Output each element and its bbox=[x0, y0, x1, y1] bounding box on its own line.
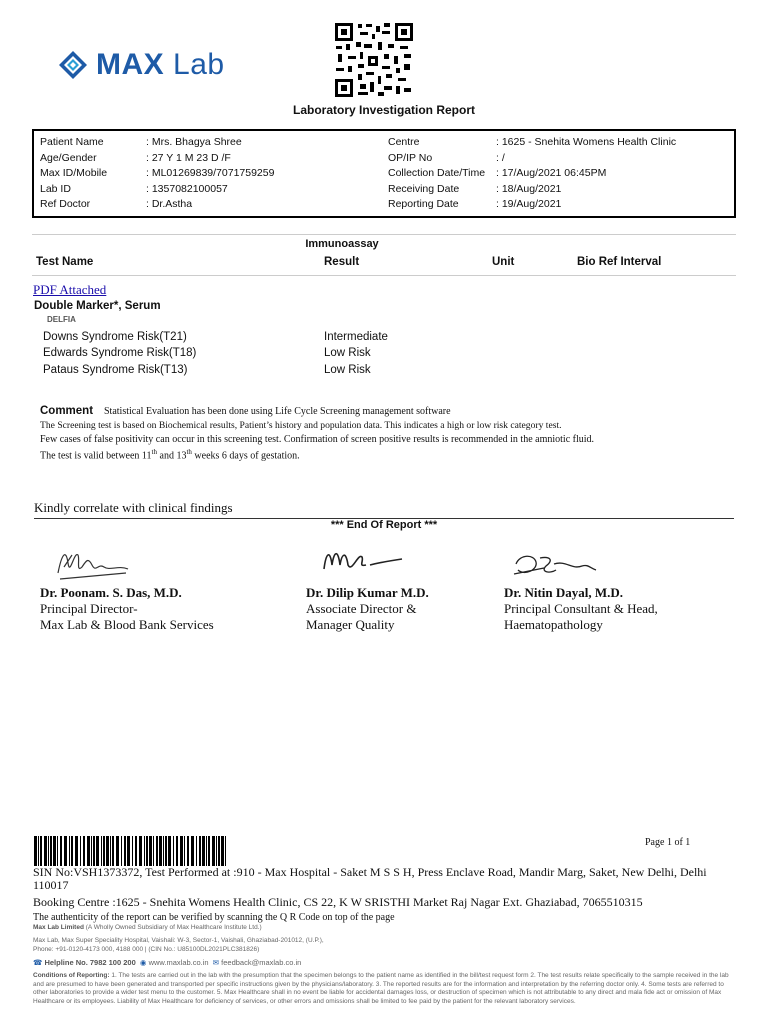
footer-conditions: Conditions of Reporting: 1. The tests are carried out in the lab with the presumption that the specimen belongs to the patient name as identified in the bill/test request form 2. The test results relate specifically to the sample received in the lab and are presumed to have been generated and transported per specific instructions given by the physicians/laboratory. 3. The reported results are for the information and interpretation by the referring doctor only. 4. Some tests are referred to other laboratories to provide a wider test menu to the customer. 5. Max Healthcare shall in no event be liable for accidental damages loss, or destruction of specimen which is not attributable to any direct and mala fide act or omission of Max Healthcare or its employees. Liability of Max Healthcare for deficiency of services, or other errors and omissions shall be limited to fee paid by the patient for the relevant laboratory services. bbox=[33, 972, 729, 1005]
patient-name-value: : Mrs. Bhagya Shree bbox=[146, 136, 242, 148]
lab-id-label: Lab ID bbox=[40, 182, 71, 195]
doctor-3-role2: Haematopathology bbox=[504, 617, 603, 632]
barcode-bar bbox=[96, 836, 99, 866]
barcode-bar bbox=[139, 836, 142, 866]
signature-poonam bbox=[52, 543, 132, 583]
result-value-t18: Low Risk bbox=[324, 347, 371, 359]
test-name: Double Marker*, Serum bbox=[34, 300, 161, 312]
barcode-bar bbox=[225, 836, 226, 866]
barcode-bar bbox=[184, 836, 185, 866]
booking-centre: Booking Centre :1625 - Snehita Womens Health Clinic, CS 22, K W SRISTHI Market Raj Nagar Ext. Ghaziabad, 7065510315 bbox=[33, 895, 643, 909]
patient-right-values bbox=[496, 135, 676, 213]
section-title: Immunoassay bbox=[305, 238, 379, 250]
barcode-bar bbox=[64, 836, 67, 866]
signature-dilip bbox=[318, 543, 408, 578]
end-of-report: *** End Of Report *** bbox=[330, 519, 438, 531]
result-name-t21: Downs Syndrome Risk(T21) bbox=[43, 331, 187, 343]
website-link[interactable]: www.maxlab.co.in bbox=[148, 958, 209, 967]
barcode-bar bbox=[91, 836, 92, 866]
doctor-1-role2: Max Lab & Blood Bank Services bbox=[40, 617, 214, 632]
barcode-bar bbox=[106, 836, 109, 866]
phone-icon: ☎ bbox=[33, 958, 43, 967]
doctor-1-role1: Principal Director- bbox=[40, 601, 138, 616]
result-name-t13: Pataus Syndrome Risk(T13) bbox=[43, 364, 188, 376]
comment-line-3: Few cases of false positivity can occur in this screening test. Confirmation of screen positive results is recommended in the amniotic fluid. bbox=[40, 434, 595, 445]
signature-nitin bbox=[510, 550, 600, 580]
collection-date-value: : 17/Aug/2021 06:45PM bbox=[496, 167, 607, 179]
doctor-3 bbox=[504, 585, 658, 633]
barcode-bar bbox=[202, 836, 205, 866]
test-method: DELFIA bbox=[47, 315, 76, 324]
barcode-bar bbox=[216, 836, 217, 866]
doctor-2-name: Dr. Dilip Kumar M.D. bbox=[306, 585, 429, 600]
barcode-bar bbox=[34, 836, 37, 866]
doctor-1-name: Dr. Poonam. S. Das, M.D. bbox=[40, 585, 182, 600]
barcode-bar bbox=[135, 836, 137, 866]
col-result: Result bbox=[324, 256, 360, 268]
barcode-bar bbox=[191, 836, 194, 866]
barcode-bar bbox=[87, 836, 90, 866]
email-link[interactable]: feedback@maxlab.co.in bbox=[221, 958, 302, 967]
barcode-bar bbox=[168, 836, 171, 866]
barcode-bar bbox=[71, 836, 73, 866]
barcode-bar bbox=[176, 836, 178, 866]
patient-left-values bbox=[146, 135, 274, 213]
patient-name-label: Patient Name bbox=[40, 136, 104, 148]
doctor-2-role2: Manager Quality bbox=[306, 617, 395, 632]
barcode-bar bbox=[83, 836, 85, 866]
patient-left-labels bbox=[40, 135, 107, 213]
centre-value: : 1625 - Snehita Womens Health Clinic bbox=[496, 136, 677, 148]
barcode-bar bbox=[218, 836, 220, 866]
barcode-bar bbox=[93, 836, 95, 866]
pdf-attached-link[interactable]: PDF Attached bbox=[33, 282, 107, 297]
comment-line-2: The Screening test is based on Biochemical results, Patient’s history and population data. This indicates a high or low risk category test. bbox=[40, 420, 562, 431]
barcode-bar bbox=[153, 836, 154, 866]
reporting-date-value: : 19/Aug/2021 bbox=[496, 198, 562, 210]
barcode-bar bbox=[75, 836, 78, 866]
logo-wordmark: MAX Lab bbox=[96, 48, 225, 81]
sin-test-performed: SIN No:VSH1373372, Test Performed at :910 - Max Hospital - Saket M S S H, Press Enclave Road, Mandir Marg, Saket, New Delhi, Delhi 110017 bbox=[33, 865, 707, 892]
barcode-bar bbox=[163, 836, 164, 866]
barcode-bar bbox=[124, 836, 126, 866]
footer-company: Max Lab Limited (A Wholly Owned Subsidiary of Max Healthcare Institute Ltd.) bbox=[33, 924, 262, 931]
doctor-2-role1: Associate Director & bbox=[306, 601, 417, 616]
barcode-bar bbox=[132, 836, 133, 866]
barcode-bar bbox=[144, 836, 145, 866]
barcode-bar bbox=[127, 836, 130, 866]
age-gender-value: : 27 Y 1 M 23 D /F bbox=[146, 151, 231, 164]
barcode-bar bbox=[199, 836, 201, 866]
doctor-3-name: Dr. Nitin Dayal, M.D. bbox=[504, 585, 624, 600]
comment-line-1: Statistical Evaluation has been done using Life Cycle Screening management software bbox=[104, 406, 451, 417]
barcode-bar bbox=[165, 836, 167, 866]
barcode-bar bbox=[44, 836, 47, 866]
reporting-date-label: Reporting Date bbox=[388, 198, 459, 210]
doctor-1 bbox=[40, 585, 214, 633]
ref-doctor-label: Ref Doctor bbox=[40, 198, 91, 210]
receiving-date-value: : 18/Aug/2021 bbox=[496, 182, 562, 195]
footer-contacts: ☎ Helpline No. 7982 100 200 ◉ www.maxlab.co.in ✉ feedback@maxlab.co.in bbox=[33, 958, 302, 967]
comment-line-4: The test is valid between 11th and 13th weeks 6 days of gestation. bbox=[40, 448, 300, 462]
result-value-t21: Intermediate bbox=[324, 331, 388, 343]
footer-address: Max Lab, Max Super Speciality Hospital, Vaishali: W-3, Sector-1, Vaishali, Ghaziabad-201012, (U.P.), bbox=[33, 937, 324, 944]
qr-code bbox=[334, 22, 414, 98]
barcode-bar bbox=[149, 836, 152, 866]
barcode-bar bbox=[146, 836, 148, 866]
col-unit: Unit bbox=[492, 256, 515, 268]
patient-info-box bbox=[32, 129, 736, 218]
max-lab-logo bbox=[58, 48, 225, 82]
col-bio-ref: Bio Ref Interval bbox=[577, 256, 662, 268]
barcode-bar bbox=[53, 836, 56, 866]
globe-icon: ◉ bbox=[139, 958, 147, 967]
barcode-bar bbox=[173, 836, 174, 866]
centre-label: Centre bbox=[388, 136, 420, 148]
barcode-bar bbox=[221, 836, 224, 866]
opip-value: : / bbox=[496, 151, 505, 164]
result-name-t18: Edwards Syndrome Risk(T18) bbox=[43, 347, 197, 359]
doctor-2 bbox=[306, 585, 429, 633]
barcode-bar bbox=[57, 836, 58, 866]
barcode-bar bbox=[38, 836, 39, 866]
results-table-header bbox=[32, 234, 736, 276]
barcode-bar bbox=[212, 836, 215, 866]
max-id-label: Max ID/Mobile bbox=[40, 167, 108, 179]
footer-phone: Phone: +91-0120-4173 000, 4188 000 | (CIN No.: U85100DL2021PLC381826) bbox=[33, 946, 260, 953]
sample-barcode bbox=[34, 836, 230, 866]
max-id-value: : ML01269839/7071759259 bbox=[146, 167, 275, 179]
doctor-3-role1: Principal Consultant & Head, bbox=[504, 601, 658, 616]
opip-label: OP/IP No bbox=[388, 151, 433, 164]
barcode-bar bbox=[187, 836, 189, 866]
authenticity-note: The authenticity of the report can be verified by scanning the Q R Code on top of the page bbox=[33, 912, 395, 923]
comment-label: Comment bbox=[40, 405, 94, 417]
mail-icon: ✉ bbox=[212, 958, 220, 967]
ref-doctor-value: : Dr.Astha bbox=[146, 198, 193, 210]
clinical-correlation-note: Kindly correlate with clinical findings bbox=[34, 500, 233, 515]
barcode-bar bbox=[180, 836, 183, 866]
barcode-bar bbox=[208, 836, 210, 866]
receiving-date-label: Receiving Date bbox=[388, 182, 460, 195]
barcode-bar bbox=[48, 836, 49, 866]
barcode-bar bbox=[159, 836, 162, 866]
barcode-bar bbox=[116, 836, 119, 866]
barcode-bar bbox=[50, 836, 52, 866]
barcode-bar bbox=[101, 836, 102, 866]
barcode-bar bbox=[60, 836, 62, 866]
report-title: Laboratory Investigation Report bbox=[292, 103, 476, 117]
barcode-bar bbox=[196, 836, 197, 866]
barcode-bar bbox=[110, 836, 111, 866]
barcode-bar bbox=[80, 836, 81, 866]
max-lab-emblem-icon bbox=[58, 50, 88, 80]
page-number: Page 1 of 1 bbox=[645, 837, 691, 848]
result-value-t13: Low Risk bbox=[324, 364, 371, 376]
lab-id-value: : 1357082100057 bbox=[146, 182, 228, 195]
age-gender-label: Age/Gender bbox=[40, 151, 97, 164]
col-test-name: Test Name bbox=[36, 256, 94, 268]
collection-date-label: Collection Date/Time bbox=[388, 167, 486, 179]
barcode-bar bbox=[69, 836, 70, 866]
barcode-bar bbox=[112, 836, 114, 866]
barcode-bar bbox=[206, 836, 207, 866]
barcode-bar bbox=[156, 836, 158, 866]
patient-right-labels bbox=[388, 135, 485, 213]
barcode-bar bbox=[121, 836, 122, 866]
barcode-bar bbox=[103, 836, 105, 866]
barcode-bar bbox=[40, 836, 42, 866]
